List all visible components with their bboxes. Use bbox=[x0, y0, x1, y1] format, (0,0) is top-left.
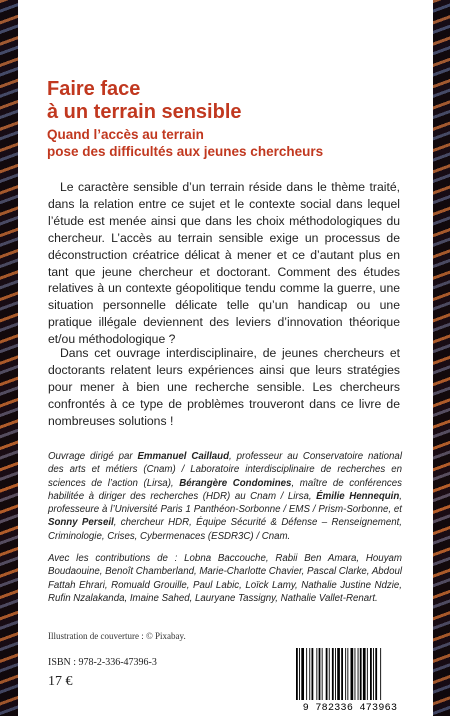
cover-art-left-strip bbox=[0, 0, 18, 716]
barcode-bars bbox=[290, 646, 410, 702]
contributors-list: Avec les contributions de : Lobna Baccouche, Rabii Ben Amara, Houyam Boudaouine, Benoît Chamberland, Marie-Charlotte Chavier, Pascal Clarke, Abdoul Fattah Ehrari, Romuald Grouille, Paul Labic, Loïck Lamy, Nathalie Justine Ndzie, Rufin Nzalakanda, Imaine Sahed, Lauryane Tassigny, Nathalie Vallet-Renart. bbox=[48, 553, 402, 604]
editor-desc-1: , professeur au Conservatoire national des arts et métiers (Cnam) / Laboratoire interdisciplinaire de recherches en sciences de l’action (Lirsa), bbox=[48, 451, 402, 489]
price-label: 17 € bbox=[48, 674, 73, 689]
editor-name-2: Bérangère Condomines bbox=[179, 477, 292, 489]
book-title-line-2: à un terrain sensible bbox=[47, 101, 242, 123]
credits-intro: Ouvrage dirigé par bbox=[48, 451, 138, 462]
isbn-label: ISBN : 978-2-336-47396-3 bbox=[48, 657, 157, 668]
editors-credits bbox=[48, 450, 402, 543]
blurb-paragraph-1: Le caractère sensible d’un terrain réside dans le thème traité, dans la relation entre ce sujet et le contexte social dans lequel l’étude est menée ainsi que dans les choix méthodologiques du chercheur. L’accès au terrain sensible exige un processus de déconstruction créatrice délicat à mener et ce d’autant plus en tant que jeune chercheur et doctorant. Comment des études relatives à un contexte géopolitique tendu comme la guerre, une situation personnelle délicate telle qu’un handicap ou une pratique illégale deviennent des leviers d’innovation théorique et/ou méthodologique ? bbox=[48, 180, 400, 347]
editor-desc-2: , maître de conférences habilitée à diriger des recherches (HDR) au Cnam / Lirsa, bbox=[48, 477, 403, 502]
book-title-line-1: Faire face bbox=[47, 78, 141, 100]
editor-name-3: Émilie Hennequin bbox=[316, 490, 400, 502]
barcode-digits: 9 782336 473963 bbox=[302, 703, 398, 714]
book-title bbox=[47, 78, 242, 124]
editor-name-4: Sonny Perseil bbox=[48, 517, 114, 529]
book-subtitle-line-1: Quand l’accès au terrain bbox=[47, 127, 204, 142]
editor-desc-4: , chercheur HDR, Équipe Sécurité & Défense – Renseignement, Criminologie, Crises, Cybermenaces (ESDR3C) / Cnam. bbox=[48, 517, 402, 542]
editor-desc-3: , professeure à l’Université Paris 1 Panthéon-Sorbonne / EMS / Prism-Sorbonne, et bbox=[48, 490, 402, 516]
cover-art-right-strip bbox=[433, 0, 450, 716]
isbn-barcode bbox=[290, 646, 410, 714]
book-subtitle bbox=[47, 127, 323, 160]
book-subtitle-line-2: pose des difficultés aux jeunes chercheurs bbox=[47, 143, 324, 159]
blurb-paragraph-2: Dans cet ouvrage interdisciplinaire, de jeunes chercheurs et doctorants relatent leurs expériences ainsi que leurs stratégies pour mener à bien une recherche sensible. Les chercheurs confrontés à ce type de problèmes trouveront dans ce livre de nombreuses solutions ! bbox=[48, 346, 400, 428]
editor-name-1: Emmanuel Caillaud bbox=[137, 451, 230, 462]
cover-illustration-credit: Illustration de couverture : © Pixabay. bbox=[48, 631, 186, 641]
